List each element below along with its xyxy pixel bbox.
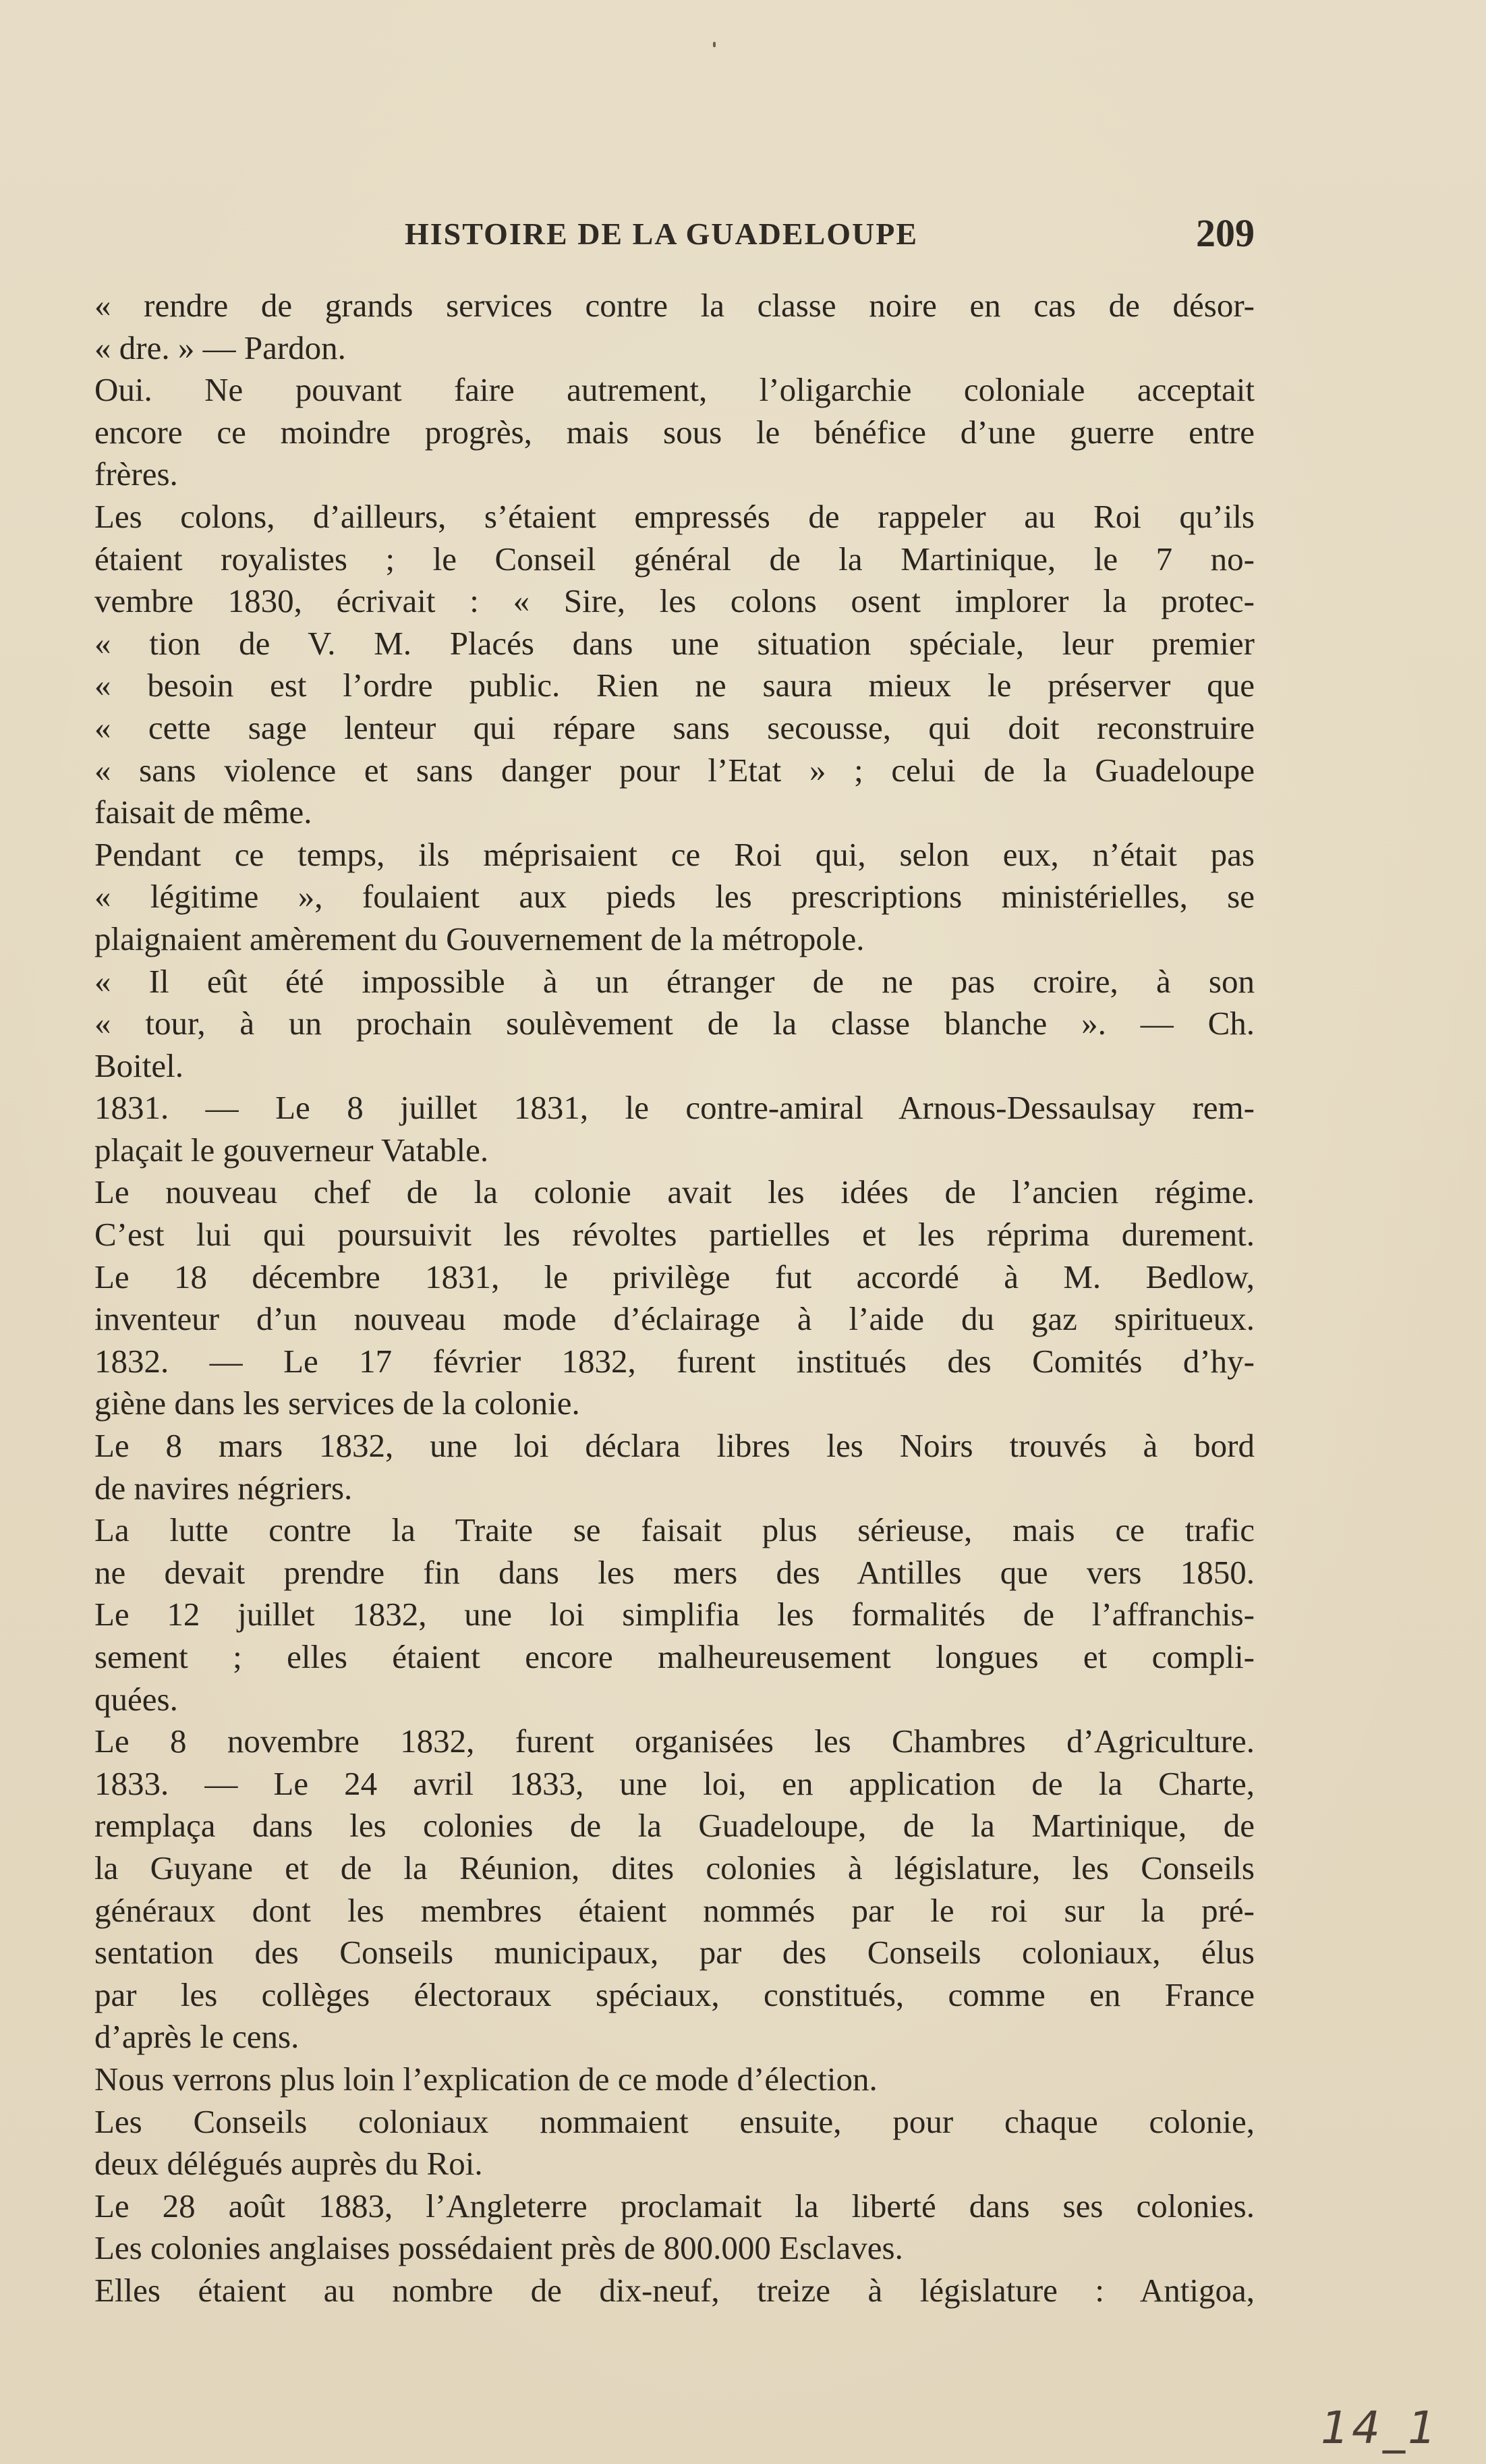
text-line: 1833. — Le 24 avril 1833, une loi, en application de la Charte, [94,1764,1255,1802]
text-line: Le 8 novembre 1832, furent organisées les Chambres d’Agriculture. [94,1723,1255,1760]
text-line: Oui. Ne pouvant faire autrement, l’oligarchie coloniale acceptait [94,371,1255,409]
text-line: Les Conseils coloniaux nommaient ensuite, pour chaque colonie, [94,2102,1255,2140]
text-line: C’est lui qui poursuivit les révoltes partielles et les réprima durement. [94,1216,1255,1254]
text-line: faisait de même. [94,793,312,831]
text-line: encore ce moindre progrès, mais sous le bénéfice d’une guerre entre [94,413,1255,451]
text-line: « sans violence et sans danger pour l’Etat » ; celui de la Guadeloupe [94,751,1255,789]
text-line: Le 28 août 1883, l’Angleterre proclamait la liberté dans ses colonies. [94,2187,1255,2224]
text-line: « légitime », foulaient aux pieds les prescriptions ministérielles, se [94,878,1255,916]
text-line: giène dans les services de la colonie. [94,1384,580,1422]
text-line: plaçait le gouverneur Vatable. [94,1131,489,1169]
text-line: plaignaient amèrement du Gouvernement de la métropole. [94,920,865,957]
running-head [94,208,1255,255]
text-line: Le 18 décembre 1831, le privilège fut accordé à M. Bedlow, [94,1258,1255,1295]
text-line: la Guyane et de la Réunion, dites colonies à législature, les Conseils [94,1849,1255,1886]
text-line: de navires négriers. [94,1469,353,1507]
text-line: deux délégués auprès du Roi. [94,2145,483,2183]
text-line: « cette sage lenteur qui répare sans secousse, qui doit reconstruire [94,708,1255,746]
text-line: sentation des Conseils municipaux, par des Conseils coloniaux, élus [94,1934,1255,1971]
text-line: Nous verrons plus loin l’explication de ce mode d’élection. [94,2060,878,2098]
text-line: « dre. » — Pardon. [94,329,346,366]
text-line: sement ; elles étaient encore malheureusement longues et compli- [94,1638,1255,1675]
text-line: vembre 1830, écrivait : « Sire, les colons osent implorer la protec- [94,582,1255,620]
text-line: d’après le cens. [94,2018,299,2056]
text-line: remplaça dans les colonies de la Guadeloupe, de la Martinique, de [94,1807,1255,1845]
handwritten-folio-note: 14_1 [1321,2402,1439,2454]
ink-speck [713,42,716,47]
text-line: inventeur d’un nouveau mode d’éclairage à l’aide du gaz spiritueux. [94,1300,1255,1338]
text-line: Le nouveau chef de la colonie avait les idées de l’ancien régime. [94,1173,1255,1211]
text-line: ne devait prendre fin dans les mers des Antilles que vers 1850. [94,1553,1255,1591]
text-line: quées. [94,1680,178,1718]
text-line: Le 8 mars 1832, une loi déclara libres les Noirs trouvés à bord [94,1427,1255,1465]
text-line: 1832. — Le 17 février 1832, furent institués des Comités d’hy- [94,1342,1255,1380]
text-line: Les colonies anglaises possédaient près de 800.000 Esclaves. [94,2229,903,2267]
text-line: Les colons, d’ailleurs, s’étaient empressés de rappeler au Roi qu’ils [94,497,1255,535]
text-line: Elles étaient au nombre de dix-neuf, treize à législature : Antigoa, [94,2271,1255,2309]
text-line: Le 12 juillet 1832, une loi simplifia les formalités de l’affranchis- [94,1596,1255,1633]
text-line: étaient royalistes ; le Conseil général de la Martinique, le 7 no- [94,540,1255,578]
page-number: 209 [1196,211,1255,255]
running-title: HISTOIRE DE LA GUADELOUPE [405,217,919,251]
text-line: « tion de V. M. Placés dans une situation spéciale, leur premier [94,624,1255,662]
text-line: frères. [94,455,178,493]
body-text [94,285,1255,2312]
text-line: 1831. — Le 8 juillet 1831, le contre-amiral Arnous-Dessaulsay rem- [94,1089,1255,1127]
text-line: « tour, à un prochain soulèvement de la classe blanche ». — Ch. [94,1005,1255,1042]
text-line: Boitel. [94,1046,184,1084]
text-line: La lutte contre la Traite se faisait plus sérieuse, mais ce trafic [94,1511,1255,1549]
text-line: « rendre de grands services contre la classe noire en cas de désor- [94,287,1255,324]
text-line: « Il eût été impossible à un étranger de ne pas croire, à son [94,962,1255,1000]
text-line: « besoin est l’ordre public. Rien ne saura mieux le préserver que [94,667,1255,704]
text-line: généraux dont les membres étaient nommés par le roi sur la pré- [94,1891,1255,1929]
text-line: Pendant ce temps, ils méprisaient ce Roi qui, selon eux, n’était pas [94,835,1255,873]
text-line: par les collèges électoraux spéciaux, constitués, comme en France [94,1976,1255,2013]
